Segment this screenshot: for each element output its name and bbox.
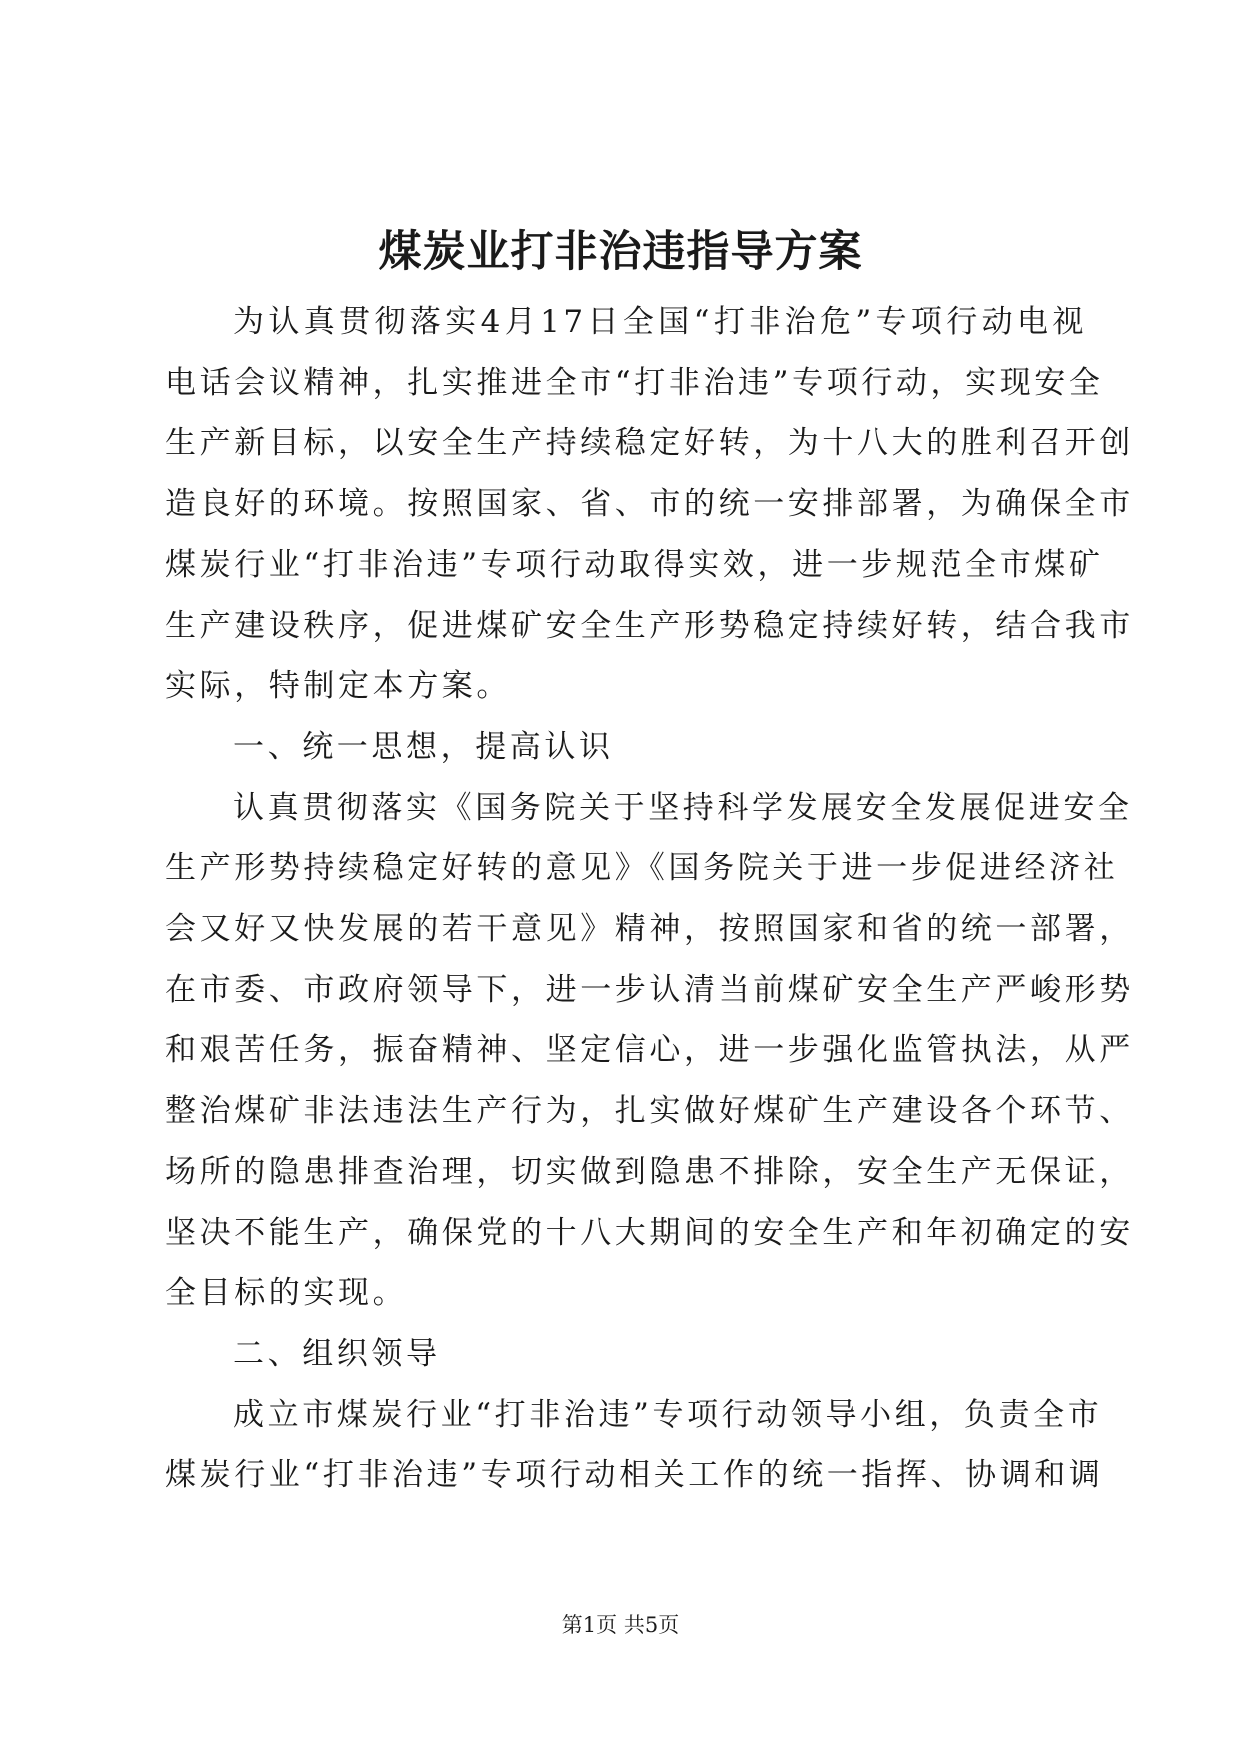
document-body [165,292,1134,1506]
text-line: 为认真贯彻落实4月17日全国“打非治危”专项行动电视 [233,304,1087,340]
text-line: 坚决不能生产，确保党的十八大期间的安全生产和年初确定的安 [165,1214,1134,1251]
text-line: 造良好的环境。按照国家、省、市的统一安排部署，为确保全市 [165,486,1134,523]
text-line: 场所的隐患排查治理，切实做到隐患不排除，安全生产无保证， [165,1153,1134,1190]
page-footer: 第1页 共5页 [561,1613,680,1637]
text-line: 生产形势持续稳定好转的意见》《国务院关于进一步促进经济社 [165,850,1119,887]
text-line: 成立市煤炭行业“打非治违”专项行动领导小组，负责全市 [233,1396,1103,1433]
text-line: 二、组织领导 [233,1335,441,1372]
section-heading-1 [165,717,1087,778]
text-line: 在市委、市政府领导下，进一步认清当前煤矿安全生产严峻形势 [165,971,1134,1008]
text-line: 实际，特制定本方案。 [165,668,511,705]
text-line: 会又好又快发展的若干意见》精神，按照国家和省的统一部署， [165,911,1134,948]
text-line: 生产建设秩序，促进煤矿安全生产形势稳定持续好转，结合我市 [165,607,1134,644]
paragraph-section-1 [165,778,1134,1324]
text-line: 生产新目标，以安全生产持续稳定好转，为十八大的胜利召开创 [165,425,1134,462]
text-line: 整治煤矿非法违法生产行为，扎实做好煤矿生产建设各个环节、 [165,1093,1134,1130]
section-heading-2 [165,1324,1087,1385]
text-line: 电话会议精神，扎实推进全市“打非治违”专项行动，实现安全 [165,364,1104,401]
text-line: 认真贯彻落实《国务院关于坚持科学发展安全发展促进安全 [233,789,1133,826]
document-title: 煤炭业打非治违指导方案 [378,227,863,277]
text-line: 煤炭行业“打非治违”专项行动取得实效，进一步规范全市煤矿 [165,546,1104,583]
text-line: 一、统一思想，提高认识 [233,728,614,765]
text-line: 全目标的实现。 [165,1275,408,1312]
text-line: 和艰苦任务，振奋精神、坚定信心，进一步强化监管执法，从严 [165,1032,1134,1069]
text-line: 煤炭行业“打非治违”专项行动相关工作的统一指挥、协调和调 [165,1457,1104,1494]
paragraph-section-2 [165,1385,1104,1506]
paragraph-intro [165,292,1134,717]
